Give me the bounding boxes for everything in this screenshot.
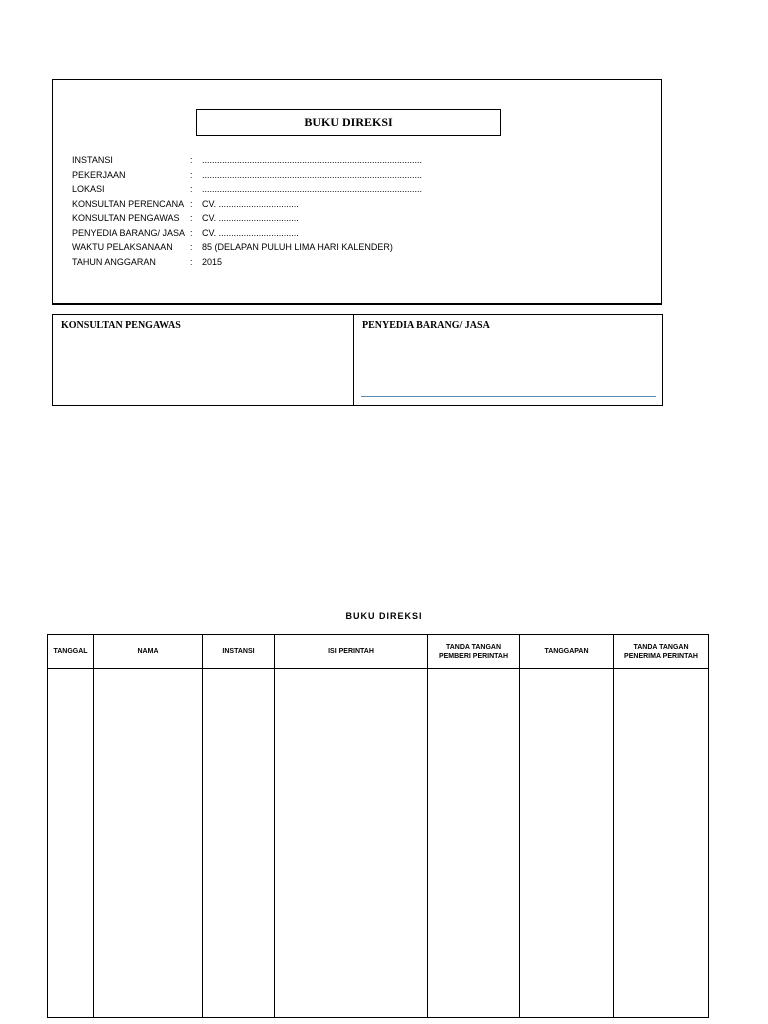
header-tanggapan: TANGGAPAN xyxy=(520,635,614,669)
info-row-waktu xyxy=(72,240,422,255)
info-label: LOKASI xyxy=(72,184,105,194)
info-colon: : xyxy=(190,256,193,267)
signature-box-penyedia xyxy=(353,314,663,406)
info-label: KONSULTAN PERENCANA xyxy=(72,198,185,209)
cell-tanggapan xyxy=(520,669,614,1018)
info-colon: : xyxy=(190,213,193,223)
cell-ttd-pemberi xyxy=(428,669,520,1018)
info-value: ........................................................................................ xyxy=(202,184,423,194)
info-value: 2015 xyxy=(202,256,223,267)
info-row-instansi xyxy=(72,153,422,168)
info-value: CV. ................................ xyxy=(202,198,299,209)
header-instansi: INSTANSI xyxy=(203,635,275,669)
cover-title: BUKU DIREKSI xyxy=(196,109,501,136)
header-isi-perintah: ISI PERINTAH xyxy=(275,635,428,669)
info-colon: : xyxy=(190,169,193,180)
cell-instansi xyxy=(203,669,275,1018)
direction-log-table xyxy=(47,634,709,1018)
header-nama: NAMA xyxy=(94,635,203,669)
info-label: INSTANSI xyxy=(72,155,113,165)
cell-nama xyxy=(94,669,203,1018)
info-label: PENYEDIA BARANG/ JASA xyxy=(72,227,186,238)
cell-ttd-penerima xyxy=(614,669,709,1018)
cell-isi-perintah xyxy=(275,669,428,1018)
info-value: ........................................................................................ xyxy=(202,155,423,165)
cell-tanggal xyxy=(48,669,94,1018)
table-header-row xyxy=(48,635,709,669)
header-ttd-pemberi: TANDA TANGAN PEMBERI PERINTAH xyxy=(428,635,520,669)
table-row xyxy=(48,669,709,1018)
info-value: CV. ................................ xyxy=(202,213,299,223)
info-row-pekerjaan xyxy=(72,168,422,183)
signature-title-konsultan: KONSULTAN PENGAWAS xyxy=(61,320,181,331)
info-colon: : xyxy=(190,155,193,165)
signature-title-penyedia: PENYEDIA BARANG/ JASA xyxy=(362,320,490,331)
info-row-konsultan-perencana xyxy=(72,197,422,212)
header-ttd-penerima: TANDA TANGAN PENERIMA PERINTAH xyxy=(614,635,709,669)
info-value: 85 (DELAPAN PULUH LIMA HARI KALENDER) xyxy=(202,242,393,252)
info-colon: : xyxy=(190,227,193,238)
info-colon: : xyxy=(190,198,193,209)
info-label: KONSULTAN PENGAWAS xyxy=(72,213,180,223)
info-label: PEKERJAAN xyxy=(72,169,126,180)
info-label: TAHUN ANGGARAN xyxy=(72,256,156,267)
info-colon: : xyxy=(190,242,193,252)
signature-box-konsultan xyxy=(52,314,355,406)
info-row-lokasi xyxy=(72,182,422,197)
header-tanggal: TANGGAL xyxy=(48,635,94,669)
log-title: BUKU DIREKSI xyxy=(345,611,423,621)
project-info xyxy=(72,153,422,269)
info-row-tahun xyxy=(72,255,422,270)
cover-panel xyxy=(52,79,662,305)
info-row-penyedia xyxy=(72,226,422,241)
signature-line xyxy=(361,396,656,397)
info-value: ........................................................................................ xyxy=(202,169,423,180)
info-value: CV. ................................ xyxy=(202,227,299,238)
info-colon: : xyxy=(190,184,193,194)
info-row-konsultan-pengawas xyxy=(72,211,422,226)
info-label: WAKTU PELAKSANAAN xyxy=(72,242,173,252)
